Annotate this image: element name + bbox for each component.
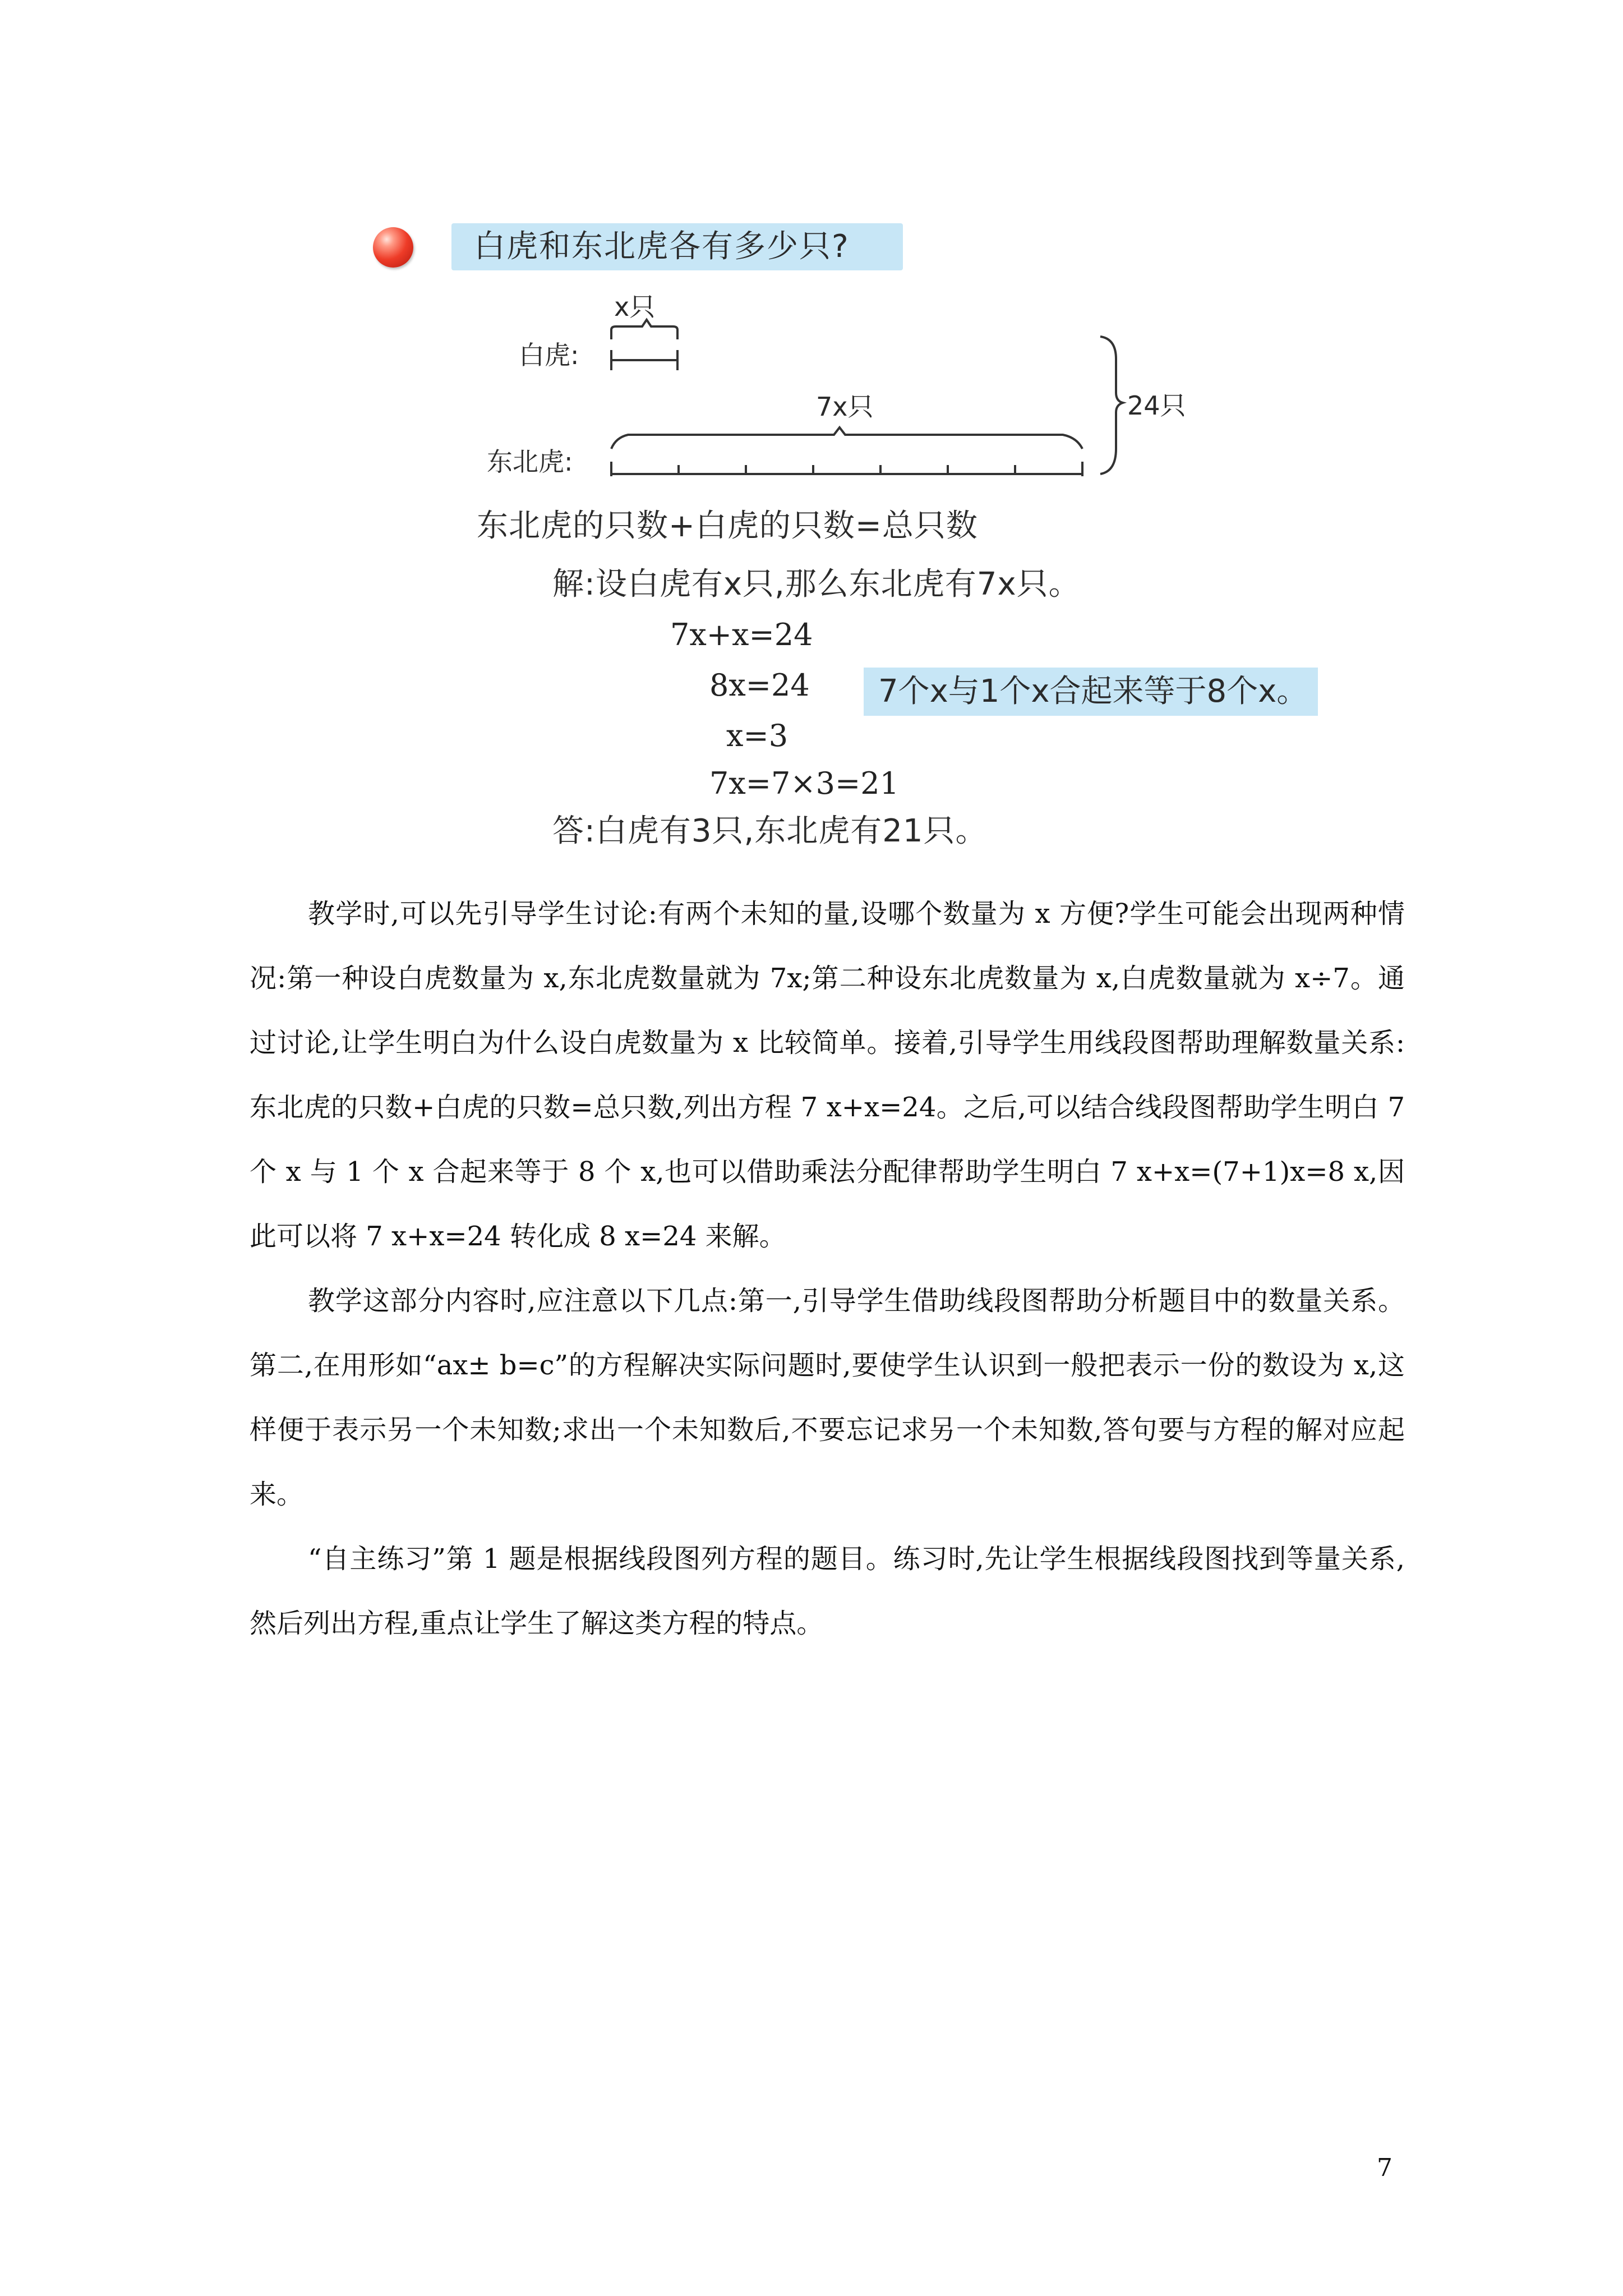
page-number: 7 bbox=[1377, 2154, 1393, 2182]
equation-1: 7x+x=24 bbox=[670, 617, 813, 652]
white-tiger-segment bbox=[611, 350, 677, 370]
ne-tiger-count-label: 7x只 bbox=[816, 392, 874, 422]
white-tiger-brace bbox=[611, 320, 677, 339]
total-label: 24只 bbox=[1127, 390, 1186, 421]
question-title: 白虎和东北虎各有多少只? bbox=[451, 223, 903, 270]
paragraph-2: 教学这部分内容时,应注意以下几点:第一,引导学生借助线段图帮助分析题目中的数量关系。第二,在用形如“ax± b=c”的方程解决实际问题时,要使学生认识到一般把表示一份的数设为 x,这样便于表示另一个未知数;求出一个未知数后,不要忘记求另一个未知数,答句要与方程的解对应起来。 bbox=[250, 1285, 1405, 1510]
white-tiger-count-label: x只 bbox=[614, 292, 656, 322]
ne-tiger-label: 东北虎: bbox=[487, 447, 573, 477]
answer-text: 答:白虎有3只,东北虎有21只。 bbox=[552, 813, 988, 849]
paragraph-1: 教学时,可以先引导学生讨论:有两个未知的量,设哪个数量为 x 方便?学生可能会出现两种情况:第一种设白虎数量为 x,东北虎数量就为 7x;第二种设东北虎数量为 x,白虎数量就为 x÷7。通过讨论,让学生明白为什么设白虎数量为 x 比较简单。接着,引导学生用线段图帮助理解数量关系:东北虎的只数+白虎的只数=总只数,列出方程 7 x+x=24。之后,可以结合线段图帮助学生明白 7 个 x 与 1 个 x 合起来等于 8 个 x,也可以借助乘法分配律帮助学生明白 7 x+x=(7+1)x=8 x,因此可以将 7 x+x=24 转化成 8 x=24 来解。 bbox=[250, 898, 1405, 1252]
ne-tiger-brace bbox=[611, 427, 1082, 449]
equation-2: 8x=24 bbox=[709, 668, 810, 703]
equation-4: 7x=7×3=21 bbox=[709, 766, 899, 801]
paragraph-3: “自主练习”第 1 题是根据线段图列方程的题目。练习时,先让学生根据线段图找到等量关系,然后列出方程,重点让学生了解这类方程的特点。 bbox=[250, 1543, 1405, 1639]
line-segment-diagram bbox=[0, 0, 1623, 533]
white-tiger-label: 白虎: bbox=[519, 340, 579, 370]
total-brace bbox=[1100, 337, 1123, 474]
relation-text: 东北虎的只数+白虎的只数=总只数 bbox=[477, 508, 978, 544]
let-statement: 解:设白虎有x只,那么东北虎有7x只。 bbox=[552, 566, 1081, 602]
hint-box: 7个x与1个x合起来等于8个x。 bbox=[864, 668, 1318, 716]
equation-3: x=3 bbox=[726, 718, 789, 753]
